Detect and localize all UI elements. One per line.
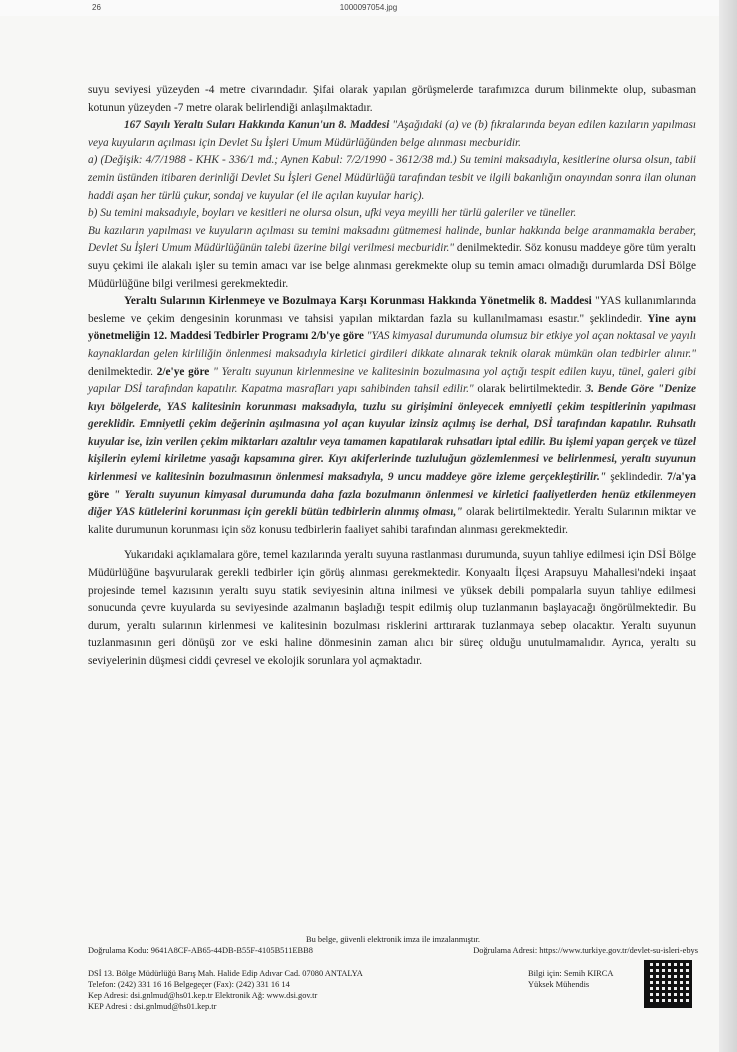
image-header: [0, 0, 737, 16]
paragraph: Yukarıdaki açıklamalara göre, temel kazılarında yeraltı suyuna rastlanması durumunda, suyun tahliye edilmesi için DSİ Bölge Müdürlüğüne başvurularak gerekli tedbirler için görüş alınması gerekmektedir. Konyaaltı İlçesi Arapsuyu Mahallesi'ndeki inşaat projesinde temel kazısının yeraltı suyu statik seviyesinin altına inilmesi ve yüksek debili pompalarla suyun tahliye edilmesi sonucunda çevre kuyularda su seviyesinde azalmanın başladığı tespit edilmiş olup tuzlanmanın başlayacağı öngörülmektedir. Bu durum, yeraltı sularının kirlenmesi ve kalitesinin bozulması risklerini arttırarak tuzlanmaya sebep olacaktır. Yeraltı suyunun tuzlanmasının geri dönüşü zor ve eski haline dönmesinin zaman alıcı bir süreç olduğu unutulmamalıdır. Ayrıca, yeraltı su seviyelerinin düşmesi ciddi çevresel ve ekolojik sorunlara yol açmaktadır.: [88, 549, 696, 667]
paragraph: Yeraltı Sularının Kirlenmeye ve Bozulmaya Karşı Korunması Hakkında Yönetmelik 8. Maddesi "YAS kullanımlarında besleme ve çekim dengesinin korunması ve tahsisi yapılan miktardan fazla su kullanılmaması esastır." şeklindedir. Yine aynı yönetmeliğin 12. Maddesi Tedbirler Programı 2/b'ye göre "YAS kimyasal durumunda olumsuz bir etkiye yol açan noktasal ve yayılı kaynaklardan gelen kirliliğin önlenmesi maksadıyla kirletici girdileri dikkate alınarak teknik olarak mümkün olan tedbirler alınır." denilmektedir. 2/e'ye göre " Yeraltı suyunun kirlenmesine ve kalitesinin bozulmasına yol açtığı tespit edilen kuyu, tünel, galeri gibi yapılar DSİ tarafından kapatılır. Kapatma masrafları yapı sahibinden tahsil edilir." olarak belirtilmektedir. 3. Bende Göre "Denize kıyı bölgelerde, YAS kalitesinin korunması maksadıyla, tuzlu su girişimini önleyecek emniyetli çekim tespitlerinin yapılması gereklidir. Emniyetli çekim değerinin aşılmasına yol açan kuyular izinsiz açılmış ise derhal, DSİ tarafından kapatılır. Ruhsatlı kuyular ise, izin verilen çekim miktarları azaltılır veya tamamen kapatılarak ruhsatları iptal edilir. Bu işlemi yapan gerçek ve tüzel kişilerin eylemi kiriletme yasağı kapsamına girer. Kıyı akiferlerinde tuzluluğun gözlemlenmesi ve belirlenmesi, yeraltı suyunun kirlenmesi ve kalitesinin bozulmasının önlenmesi maksadıyla, 9 uncu maddeye göre izleme gerçekleştirilir." şeklindedir. 7/a'ya göre " Yeraltı suyunun kimyasal durumunda daha fazla bozulmanın önlenmesi ve kirletici faaliyetlerden henüz etkilenmeyen diğer YAS kütlelerini korunması için gerekli bütün tedbirlerin alınmış olması," olarak belirtilmektedir. Yeraltı Sularının miktar ve kalite durumunun korunması için söz konusu tedbirlerin faaliyet sahibi tarafından alınması gerekmektedir.: [88, 295, 697, 536]
kep-address-2: KEP Adresi : dsi.gnlmud@hs01.kep.tr: [88, 1002, 217, 1011]
paragraph: Bu kazıların yapılması ve kuyuların açılması su temini maksadını gütmemesi halinde, bunlar hakkında belge aranmamakla beraber, Devlet Su İşleri Umum Müdürlüğünün talebi üzerine bilgi verilmesi mecburidir." denilmektedir. Söz konusu maddeye göre tüm yeraltı suyu çekimi ile alakalı işler su temin amacı var ise belge alınması gerekmekte olup su temin amacı olmadığı durumlarda DSİ Bölge Müdürlüğüne bilgi verilmesi gerekmektedir.: [88, 224, 696, 290]
file-name: 1000097054.jpg: [339, 3, 398, 12]
paragraph: a) (Değişik: 4/7/1988 - KHK - 336/1 md.; Aynen Kabul: 7/2/1990 - 3612/38 md.) Su temini maksadıyla, kesitlerine olursa olsun, tabii zemin üstünden itibaren derinliği Devlet Su İşleri Genel Müdürlüğü tarafından tesbit ve ilgili bakanlığın onayından sonra ilan olunan haddi aşan her türlü çukur, sondaj ve kuyular (el ile açılan kuyular hariç).: [88, 154, 696, 202]
address: DSİ 13. Bölge Müdürlüğü Barış Mah. Halide Edip Adıvar Cad. 07080 ANTALYA: [88, 969, 363, 978]
verification-link[interactable]: Doğrulama Adresi: https://www.turkiye.gov.tr/devlet-su-isleri-ebys: [473, 946, 698, 955]
qr-code-icon: [644, 960, 692, 1008]
document-footer: [88, 934, 698, 1011]
page-edge-shadow: [719, 0, 737, 1052]
paragraph: b) Su temini maksadıyle, boyları ve kesitleri ne olursa olsun, ufki veya meyilli her türlü galeriler ve tüneller.: [88, 207, 577, 220]
phone: Telefon: (242) 331 16 16 Belgegeçer (Fax): (242) 331 16 14: [88, 980, 290, 989]
verification-code: Doğrulama Kodu: 9641A8CF-AB65-44DB-B55F-4105B511EBB8: [88, 946, 313, 955]
document-body: [88, 82, 696, 671]
kep-address: Kep Adresi: dsi.gnlmud@hs01.kep.tr Elektronik Ağ: www.dsi.gov.tr: [88, 991, 318, 1000]
person-title: Yüksek Mühendis: [528, 980, 590, 989]
page-number: 26: [92, 3, 101, 12]
contact-info: [88, 968, 508, 1012]
esign-note: Bu belge, güvenli elektronik imza ile imzalanmıştır.: [306, 935, 480, 944]
contact-person: [528, 968, 638, 990]
paragraph: suyu seviyesi yüzeyden -4 metre civarındadır. Şifai olarak yapılan görüşmelerde tarafımızca durum bilinmekte olup, subasman kotunun yüzeyden -7 metre olarak belirlendiği anlaşılmaktadır.: [88, 84, 696, 114]
paragraph: 167 Sayılı Yeraltı Suları Hakkında Kanun'un 8. Maddesi "Aşağıdaki (a) ve (b) fıkralarında beyan edilen kazıların yapılması veya kuyuların açılması için Devlet Su İşleri Umum Müdürlüğünden belge alınması mecburidir.: [88, 119, 696, 149]
verification-row: [88, 945, 698, 956]
info-for: Bilgi için: Semih KIRCA: [528, 969, 614, 978]
